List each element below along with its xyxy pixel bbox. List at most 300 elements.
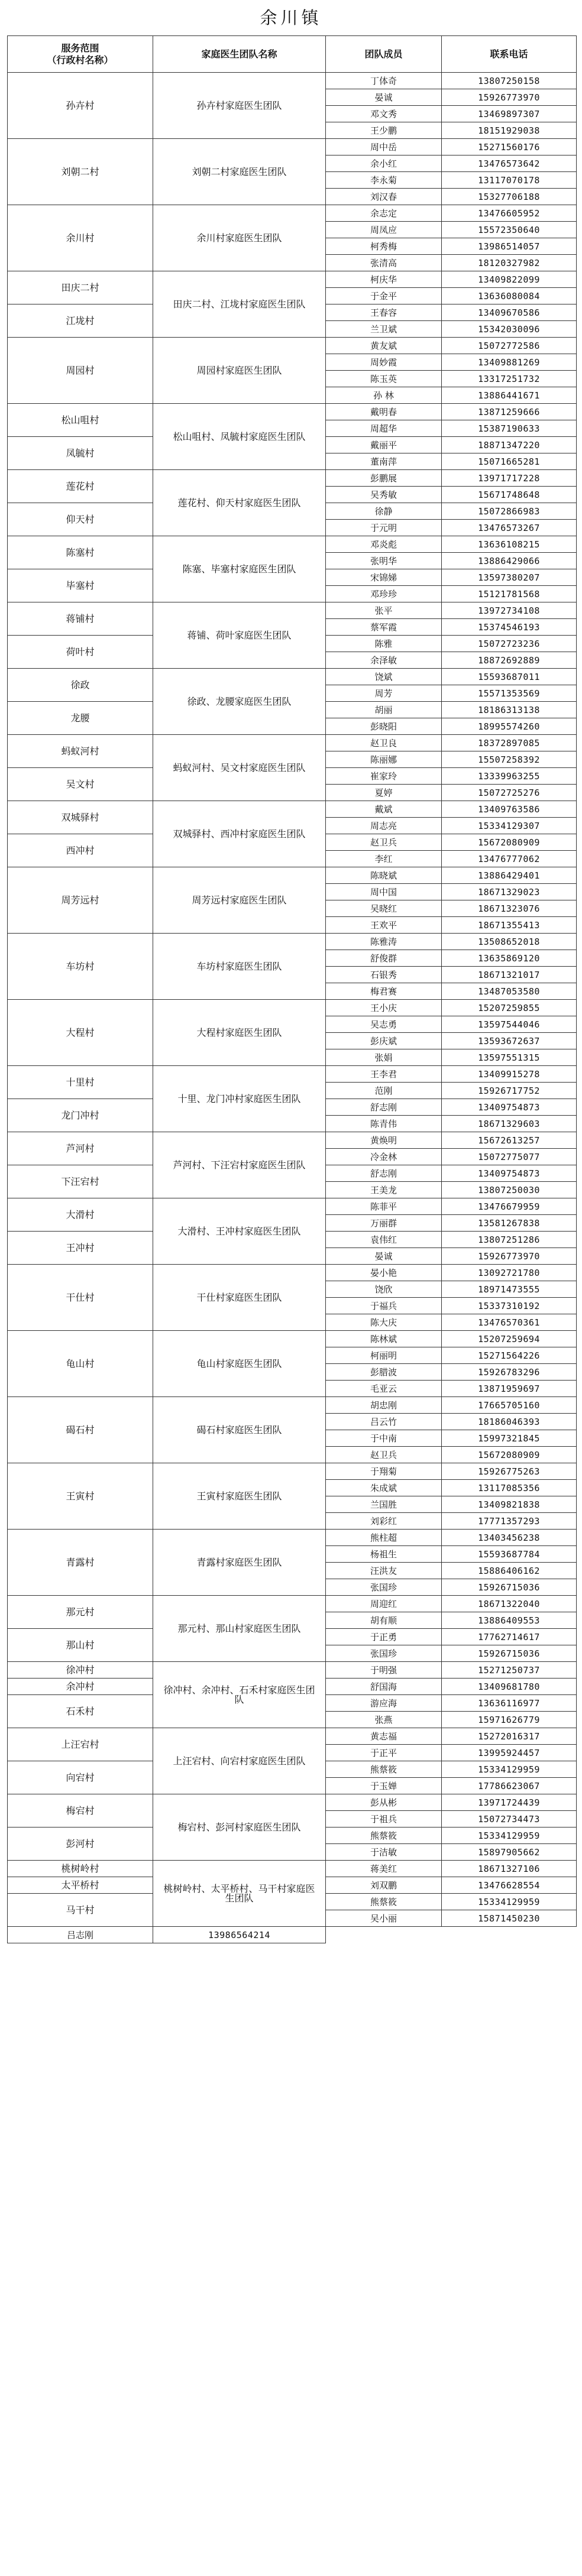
table-header-row xyxy=(8,36,577,73)
team-name-cell: 桃树岭村、太平桥村、马干村家庭医生团队 xyxy=(153,1861,326,1927)
team-name-cell: 松山咀村、凤毓村家庭医生团队 xyxy=(153,404,326,470)
member-phone-cell: 15672080909 xyxy=(442,834,577,851)
member-name-cell: 崔家玲 xyxy=(326,768,442,785)
member-phone-cell: 15271564226 xyxy=(442,1347,577,1364)
member-phone-cell: 18671327106 xyxy=(442,1861,577,1877)
member-phone-cell: 15672080909 xyxy=(442,1447,577,1463)
member-phone-cell: 13409763586 xyxy=(442,801,577,818)
service-area-cell: 荷叶村 xyxy=(8,636,153,669)
member-name-cell: 万丽群 xyxy=(326,1215,442,1232)
member-name-cell: 范刚 xyxy=(326,1083,442,1099)
service-area-cell: 向宕村 xyxy=(8,1761,153,1794)
member-phone-cell: 18971473555 xyxy=(442,1281,577,1298)
member-name-cell: 王少鹏 xyxy=(326,122,442,139)
service-area-cell: 蒋铺村 xyxy=(8,602,153,636)
member-phone-cell: 15507258392 xyxy=(442,751,577,768)
header-team-name: 家庭医生团队名称 xyxy=(153,36,326,73)
service-area-cell: 莲花村 xyxy=(8,470,153,503)
member-phone-cell: 13508652018 xyxy=(442,934,577,950)
member-name-cell: 赵卫兵 xyxy=(326,1447,442,1463)
member-phone-cell: 13476573267 xyxy=(442,520,577,536)
member-phone-cell: 15997321845 xyxy=(442,1430,577,1447)
member-phone-cell: 15072725276 xyxy=(442,785,577,801)
service-area-cell: 余冲村 xyxy=(8,1679,153,1695)
member-phone-cell: 15072723236 xyxy=(442,636,577,652)
member-phone-cell: 15207259694 xyxy=(442,1331,577,1347)
member-phone-cell: 15593687784 xyxy=(442,1546,577,1563)
member-phone-cell: 13635869120 xyxy=(442,950,577,967)
team-name-cell: 徐冲村、余冲村、石禾村家庭医生团队 xyxy=(153,1662,326,1728)
table-row xyxy=(8,1728,577,1745)
member-name-cell: 陈雅 xyxy=(326,636,442,652)
member-phone-cell: 13636108215 xyxy=(442,536,577,553)
service-area-cell: 大程村 xyxy=(8,1000,153,1066)
member-name-cell: 陈丽娜 xyxy=(326,751,442,768)
member-phone-cell: 18671323076 xyxy=(442,900,577,917)
member-name-cell: 李红 xyxy=(326,851,442,867)
member-phone-cell: 15387190633 xyxy=(442,420,577,437)
member-phone-cell: 18151929038 xyxy=(442,122,577,139)
member-name-cell: 饶欣 xyxy=(326,1281,442,1298)
table-row xyxy=(8,735,577,751)
member-phone-cell: 18872692889 xyxy=(442,652,577,669)
team-name-cell: 周园村家庭医生团队 xyxy=(153,338,326,404)
member-phone-cell: 13971717228 xyxy=(442,470,577,487)
table-row xyxy=(8,536,577,553)
team-name-cell: 徐政、龙腰家庭医生团队 xyxy=(153,669,326,735)
member-name-cell: 胡有顺 xyxy=(326,1612,442,1629)
team-name-cell: 芦河村、下汪宕村家庭医生团队 xyxy=(153,1132,326,1198)
member-phone-cell: 15926715036 xyxy=(442,1645,577,1662)
member-phone-cell: 18186046393 xyxy=(442,1414,577,1430)
member-phone-cell: 13403456238 xyxy=(442,1530,577,1546)
table-row xyxy=(8,1331,577,1347)
team-name-cell: 余川村家庭医生团队 xyxy=(153,205,326,271)
table-row xyxy=(8,1066,577,1083)
member-name-cell: 赵卫良 xyxy=(326,735,442,751)
member-name-cell: 邓文秀 xyxy=(326,106,442,122)
table-row xyxy=(8,73,577,89)
member-phone-cell: 13995924457 xyxy=(442,1745,577,1761)
team-name-cell: 蚂蚁河村、吴文村家庭医生团队 xyxy=(153,735,326,801)
member-phone-cell: 15071665281 xyxy=(442,453,577,470)
member-phone-cell: 13092721780 xyxy=(442,1265,577,1281)
member-phone-cell: 13409670586 xyxy=(442,304,577,321)
member-name-cell: 张国珍 xyxy=(326,1645,442,1662)
member-name-cell: 王小庆 xyxy=(326,1000,442,1016)
member-phone-cell: 13886441671 xyxy=(442,387,577,404)
member-phone-cell: 18372897085 xyxy=(442,735,577,751)
member-name-cell: 陈大庆 xyxy=(326,1314,442,1331)
member-phone-cell: 13972734108 xyxy=(442,602,577,619)
member-phone-cell: 15337310192 xyxy=(442,1298,577,1314)
member-phone-cell: 13487053580 xyxy=(442,983,577,1000)
team-name-cell: 那元村、那山村家庭医生团队 xyxy=(153,1596,326,1662)
member-name-cell: 丁体奇 xyxy=(326,73,442,89)
service-area-cell: 车坊村 xyxy=(8,934,153,1000)
team-name-cell: 刘朝二村家庭医生团队 xyxy=(153,139,326,205)
member-phone-cell: 15207259855 xyxy=(442,1000,577,1016)
member-name-cell: 吕志刚 xyxy=(8,1927,153,1943)
member-name-cell: 兰卫斌 xyxy=(326,321,442,338)
service-area-cell: 碣石村 xyxy=(8,1397,153,1463)
member-name-cell: 柯丽明 xyxy=(326,1347,442,1364)
service-area-cell: 凤毓村 xyxy=(8,437,153,470)
member-name-cell: 熊蔡筱 xyxy=(326,1761,442,1778)
table-row xyxy=(8,1662,577,1679)
member-name-cell: 戴明春 xyxy=(326,404,442,420)
member-name-cell: 宋锦娣 xyxy=(326,569,442,586)
service-area-cell: 龙腰 xyxy=(8,702,153,735)
member-phone-cell: 13807250030 xyxy=(442,1182,577,1198)
member-phone-cell: 15571353569 xyxy=(442,685,577,702)
table-row xyxy=(8,669,577,685)
member-phone-cell: 18671329023 xyxy=(442,884,577,900)
table-row xyxy=(8,1927,577,1943)
service-area-cell: 双城驿村 xyxy=(8,801,153,834)
member-phone-cell: 15926773970 xyxy=(442,1248,577,1265)
team-name-cell: 碣石村家庭医生团队 xyxy=(153,1397,326,1463)
member-name-cell: 周超华 xyxy=(326,420,442,437)
member-name-cell: 晏诚 xyxy=(326,1248,442,1265)
member-name-cell: 陈晓斌 xyxy=(326,867,442,884)
member-name-cell: 戴斌 xyxy=(326,801,442,818)
member-name-cell: 王美龙 xyxy=(326,1182,442,1198)
header-members: 团队成员 xyxy=(326,36,442,73)
table-row xyxy=(8,139,577,155)
member-phone-cell: 15272016317 xyxy=(442,1728,577,1745)
service-area-cell: 西冲村 xyxy=(8,834,153,867)
service-area-cell: 毕塞村 xyxy=(8,569,153,602)
member-phone-cell: 13476573642 xyxy=(442,155,577,172)
table-row xyxy=(8,934,577,950)
service-area-cell: 桃树岭村 xyxy=(8,1861,153,1877)
member-phone-cell: 13476605952 xyxy=(442,205,577,222)
member-phone-cell: 15926717752 xyxy=(442,1083,577,1099)
service-area-cell: 梅宕村 xyxy=(8,1794,153,1827)
member-name-cell: 彭从彬 xyxy=(326,1794,442,1811)
service-area-cell: 青露村 xyxy=(8,1530,153,1596)
service-area-cell: 周芳远村 xyxy=(8,867,153,934)
member-phone-cell: 15593687011 xyxy=(442,669,577,685)
member-phone-cell: 17786623067 xyxy=(442,1778,577,1794)
member-name-cell: 柯秀梅 xyxy=(326,238,442,255)
service-area-cell: 十里村 xyxy=(8,1066,153,1099)
team-name-cell: 车坊村家庭医生团队 xyxy=(153,934,326,1000)
service-area-cell: 芦河村 xyxy=(8,1132,153,1165)
member-name-cell: 吕云竹 xyxy=(326,1414,442,1430)
member-name-cell: 戴丽平 xyxy=(326,437,442,453)
member-phone-cell: 13409881269 xyxy=(442,354,577,371)
member-phone-cell: 18671322040 xyxy=(442,1596,577,1612)
service-area-cell: 刘朝二村 xyxy=(8,139,153,205)
member-name-cell: 刘双鹏 xyxy=(326,1877,442,1894)
member-name-cell: 邓炎彪 xyxy=(326,536,442,553)
member-phone-cell: 15121781568 xyxy=(442,586,577,602)
table-row xyxy=(8,1530,577,1546)
member-name-cell: 熊蔡筱 xyxy=(326,1894,442,1910)
member-phone-cell: 15072866983 xyxy=(442,503,577,520)
member-name-cell: 刘汉春 xyxy=(326,189,442,205)
member-name-cell: 张娟 xyxy=(326,1049,442,1066)
member-name-cell: 陈菲平 xyxy=(326,1198,442,1215)
member-phone-cell: 13409821838 xyxy=(442,1496,577,1513)
service-area-cell: 吴文村 xyxy=(8,768,153,801)
member-name-cell: 周迎红 xyxy=(326,1596,442,1612)
service-area-cell: 王寅村 xyxy=(8,1463,153,1530)
member-phone-cell: 13339963255 xyxy=(442,768,577,785)
member-name-cell: 彭庆斌 xyxy=(326,1033,442,1049)
table-row xyxy=(8,205,577,222)
member-phone-cell: 13409681780 xyxy=(442,1679,577,1695)
team-name-cell: 龟山村家庭医生团队 xyxy=(153,1331,326,1397)
member-name-cell: 汪洪友 xyxy=(326,1563,442,1579)
member-name-cell: 饶斌 xyxy=(326,669,442,685)
table-row xyxy=(8,1132,577,1149)
member-name-cell: 冷金林 xyxy=(326,1149,442,1165)
member-phone-cell: 13807250158 xyxy=(442,73,577,89)
member-phone-cell: 13807251286 xyxy=(442,1232,577,1248)
page-title: 余川镇 xyxy=(260,8,322,28)
table-row xyxy=(8,470,577,487)
member-name-cell: 于玉婵 xyxy=(326,1778,442,1794)
member-name-cell: 李永菊 xyxy=(326,172,442,189)
table-row xyxy=(8,404,577,420)
member-phone-cell: 13886429401 xyxy=(442,867,577,884)
table-row xyxy=(8,867,577,884)
member-phone-cell: 15334129959 xyxy=(442,1827,577,1844)
member-name-cell: 兰国胜 xyxy=(326,1496,442,1513)
member-phone-cell: 15334129959 xyxy=(442,1761,577,1778)
service-area-cell: 下汪宕村 xyxy=(8,1165,153,1198)
member-phone-cell: 15926715036 xyxy=(442,1579,577,1596)
service-area-cell: 仰天村 xyxy=(8,503,153,536)
member-phone-cell: 15072772586 xyxy=(442,338,577,354)
member-name-cell: 胡丽 xyxy=(326,702,442,718)
member-name-cell: 周凤应 xyxy=(326,222,442,238)
member-name-cell: 张燕 xyxy=(326,1712,442,1728)
member-phone-cell: 15572350640 xyxy=(442,222,577,238)
service-area-cell: 蚂蚁河村 xyxy=(8,735,153,768)
member-name-cell: 黄志福 xyxy=(326,1728,442,1745)
member-phone-cell: 15271560176 xyxy=(442,139,577,155)
table-row xyxy=(8,801,577,818)
member-phone-cell: 15342030096 xyxy=(442,321,577,338)
team-name-cell: 双城驿村、西冲村家庭医生团队 xyxy=(153,801,326,867)
member-name-cell: 吴志勇 xyxy=(326,1016,442,1033)
member-name-cell: 周芳 xyxy=(326,685,442,702)
member-phone-cell: 15271250737 xyxy=(442,1662,577,1679)
member-name-cell: 于正平 xyxy=(326,1745,442,1761)
member-name-cell: 陈青伟 xyxy=(326,1116,442,1132)
table-row xyxy=(8,1198,577,1215)
member-name-cell: 黄友斌 xyxy=(326,338,442,354)
member-phone-cell: 15871450230 xyxy=(442,1910,577,1927)
member-phone-cell: 15672613257 xyxy=(442,1132,577,1149)
member-name-cell: 赵卫兵 xyxy=(326,834,442,851)
member-phone-cell: 15072775077 xyxy=(442,1149,577,1165)
service-area-cell: 马干村 xyxy=(8,1894,153,1927)
member-phone-cell: 13581267838 xyxy=(442,1215,577,1232)
team-name-cell: 干仕村家庭医生团队 xyxy=(153,1265,326,1331)
member-phone-cell: 18671321017 xyxy=(442,967,577,983)
member-phone-cell: 17665705160 xyxy=(442,1397,577,1414)
header-service-area-label: 服务范围 xyxy=(61,42,99,54)
member-name-cell: 晏诚 xyxy=(326,89,442,106)
service-area-cell: 干仕村 xyxy=(8,1265,153,1331)
table-row xyxy=(8,1397,577,1414)
member-name-cell: 熊柱超 xyxy=(326,1530,442,1546)
member-phone-cell: 13409754873 xyxy=(442,1165,577,1182)
member-name-cell: 孙 林 xyxy=(326,387,442,404)
member-phone-cell: 13597380207 xyxy=(442,569,577,586)
member-name-cell: 吴晓红 xyxy=(326,900,442,917)
member-name-cell: 陈玉英 xyxy=(326,371,442,387)
member-phone-cell: 18995574260 xyxy=(442,718,577,735)
member-name-cell: 蒋美红 xyxy=(326,1861,442,1877)
member-name-cell: 柯庆华 xyxy=(326,271,442,288)
member-phone-cell: 13871259666 xyxy=(442,404,577,420)
member-phone-cell: 13476628554 xyxy=(442,1877,577,1894)
member-name-cell: 毛亚云 xyxy=(326,1381,442,1397)
member-phone-cell: 18671329603 xyxy=(442,1116,577,1132)
member-name-cell: 陈林斌 xyxy=(326,1331,442,1347)
table-row xyxy=(8,271,577,288)
member-phone-cell: 15971626779 xyxy=(442,1712,577,1728)
service-area-cell: 龟山村 xyxy=(8,1331,153,1397)
table-row xyxy=(8,1463,577,1480)
service-area-cell: 那元村 xyxy=(8,1596,153,1629)
member-phone-cell: 13871959697 xyxy=(442,1381,577,1397)
team-name-cell: 青露村家庭医生团队 xyxy=(153,1530,326,1596)
team-name-cell: 周芳远村家庭医生团队 xyxy=(153,867,326,934)
member-name-cell: 余小红 xyxy=(326,155,442,172)
header-service-area xyxy=(8,36,153,73)
team-name-cell: 陈塞、毕塞村家庭医生团队 xyxy=(153,536,326,602)
member-name-cell: 彭晓阳 xyxy=(326,718,442,735)
member-name-cell: 吴小丽 xyxy=(326,1910,442,1927)
member-phone-cell: 15671748648 xyxy=(442,487,577,503)
service-area-cell: 王冲村 xyxy=(8,1232,153,1265)
member-name-cell: 舒志刚 xyxy=(326,1099,442,1116)
table-row xyxy=(8,1265,577,1281)
member-name-cell: 张明华 xyxy=(326,553,442,569)
header-service-area-sublabel: （行政村名称） xyxy=(47,54,114,66)
member-phone-cell: 18186313138 xyxy=(442,702,577,718)
member-name-cell: 于金平 xyxy=(326,288,442,304)
member-phone-cell: 13409754873 xyxy=(442,1099,577,1116)
member-phone-cell: 15334129959 xyxy=(442,1894,577,1910)
member-name-cell: 石银秀 xyxy=(326,967,442,983)
member-name-cell: 周中国 xyxy=(326,884,442,900)
member-name-cell: 于福兵 xyxy=(326,1298,442,1314)
service-area-cell: 江垅村 xyxy=(8,304,153,338)
member-phone-cell: 13886409553 xyxy=(442,1612,577,1629)
member-name-cell: 于祖兵 xyxy=(326,1811,442,1827)
member-phone-cell: 13476777062 xyxy=(442,851,577,867)
member-name-cell: 朱成斌 xyxy=(326,1480,442,1496)
table-row xyxy=(8,1596,577,1612)
service-area-cell: 那山村 xyxy=(8,1629,153,1662)
service-area-cell: 孙卉村 xyxy=(8,73,153,139)
table-body xyxy=(8,73,577,1943)
table-row xyxy=(8,1794,577,1811)
member-name-cell: 杨祖生 xyxy=(326,1546,442,1563)
member-name-cell: 胡忠刚 xyxy=(326,1397,442,1414)
service-area-cell: 周园村 xyxy=(8,338,153,404)
member-name-cell: 晏小艳 xyxy=(326,1265,442,1281)
member-name-cell: 陈雅涛 xyxy=(326,934,442,950)
team-name-cell: 上汪宕村、向宕村家庭医生团队 xyxy=(153,1728,326,1794)
family-doctor-team-table xyxy=(7,35,577,1943)
member-phone-cell: 13476570361 xyxy=(442,1314,577,1331)
member-phone-cell: 18120327982 xyxy=(442,255,577,271)
member-name-cell: 梅君赛 xyxy=(326,983,442,1000)
member-phone-cell: 18671355413 xyxy=(442,917,577,934)
member-phone-cell: 13636116977 xyxy=(442,1695,577,1712)
table-row xyxy=(8,338,577,354)
member-name-cell: 余泽敏 xyxy=(326,652,442,669)
member-name-cell: 舒志刚 xyxy=(326,1165,442,1182)
table-row xyxy=(8,602,577,619)
team-name-cell: 田庆二村、江垅村家庭医生团队 xyxy=(153,271,326,338)
member-name-cell: 张平 xyxy=(326,602,442,619)
member-name-cell: 余志定 xyxy=(326,205,442,222)
member-name-cell: 于翔菊 xyxy=(326,1463,442,1480)
member-name-cell: 于中南 xyxy=(326,1430,442,1447)
member-phone-cell: 15327706188 xyxy=(442,189,577,205)
member-phone-cell: 13971724439 xyxy=(442,1794,577,1811)
service-area-cell: 徐政 xyxy=(8,669,153,702)
member-name-cell: 周志亮 xyxy=(326,818,442,834)
member-phone-cell: 13117085356 xyxy=(442,1480,577,1496)
service-area-cell: 田庆二村 xyxy=(8,271,153,304)
member-name-cell: 邓珍珍 xyxy=(326,586,442,602)
member-name-cell: 于明强 xyxy=(326,1662,442,1679)
member-name-cell: 熊蔡筱 xyxy=(326,1827,442,1844)
service-area-cell: 陈塞村 xyxy=(8,536,153,569)
member-name-cell: 于正勇 xyxy=(326,1629,442,1645)
member-phone-cell: 15926773970 xyxy=(442,89,577,106)
team-name-cell: 大程村家庭医生团队 xyxy=(153,1000,326,1066)
member-phone-cell: 13636080084 xyxy=(442,288,577,304)
service-area-cell: 彭河村 xyxy=(8,1827,153,1861)
team-name-cell: 孙卉村家庭医生团队 xyxy=(153,73,326,139)
table-row xyxy=(8,1000,577,1016)
member-name-cell: 张清高 xyxy=(326,255,442,271)
service-area-cell: 余川村 xyxy=(8,205,153,271)
service-area-cell: 徐冲村 xyxy=(8,1662,153,1679)
member-name-cell: 于元明 xyxy=(326,520,442,536)
member-name-cell: 彭腊波 xyxy=(326,1364,442,1381)
service-area-cell: 上汪宕村 xyxy=(8,1728,153,1761)
member-name-cell: 刘彩红 xyxy=(326,1513,442,1530)
service-area-cell: 太平桥村 xyxy=(8,1877,153,1894)
member-phone-cell: 13117070178 xyxy=(442,172,577,189)
service-area-cell: 龙门冲村 xyxy=(8,1099,153,1132)
team-name-cell: 梅宕村、彭河村家庭医生团队 xyxy=(153,1794,326,1861)
team-name-cell: 莲花村、仰天村家庭医生团队 xyxy=(153,470,326,536)
member-name-cell: 黄焕明 xyxy=(326,1132,442,1149)
member-phone-cell: 13597544046 xyxy=(442,1016,577,1033)
member-name-cell: 袁伟红 xyxy=(326,1232,442,1248)
member-name-cell: 舒俊群 xyxy=(326,950,442,967)
member-phone-cell: 15072734473 xyxy=(442,1811,577,1827)
member-phone-cell: 15886406162 xyxy=(442,1563,577,1579)
member-phone-cell: 15897905662 xyxy=(442,1844,577,1861)
header-phone: 联系电话 xyxy=(442,36,577,73)
member-name-cell: 游应海 xyxy=(326,1695,442,1712)
